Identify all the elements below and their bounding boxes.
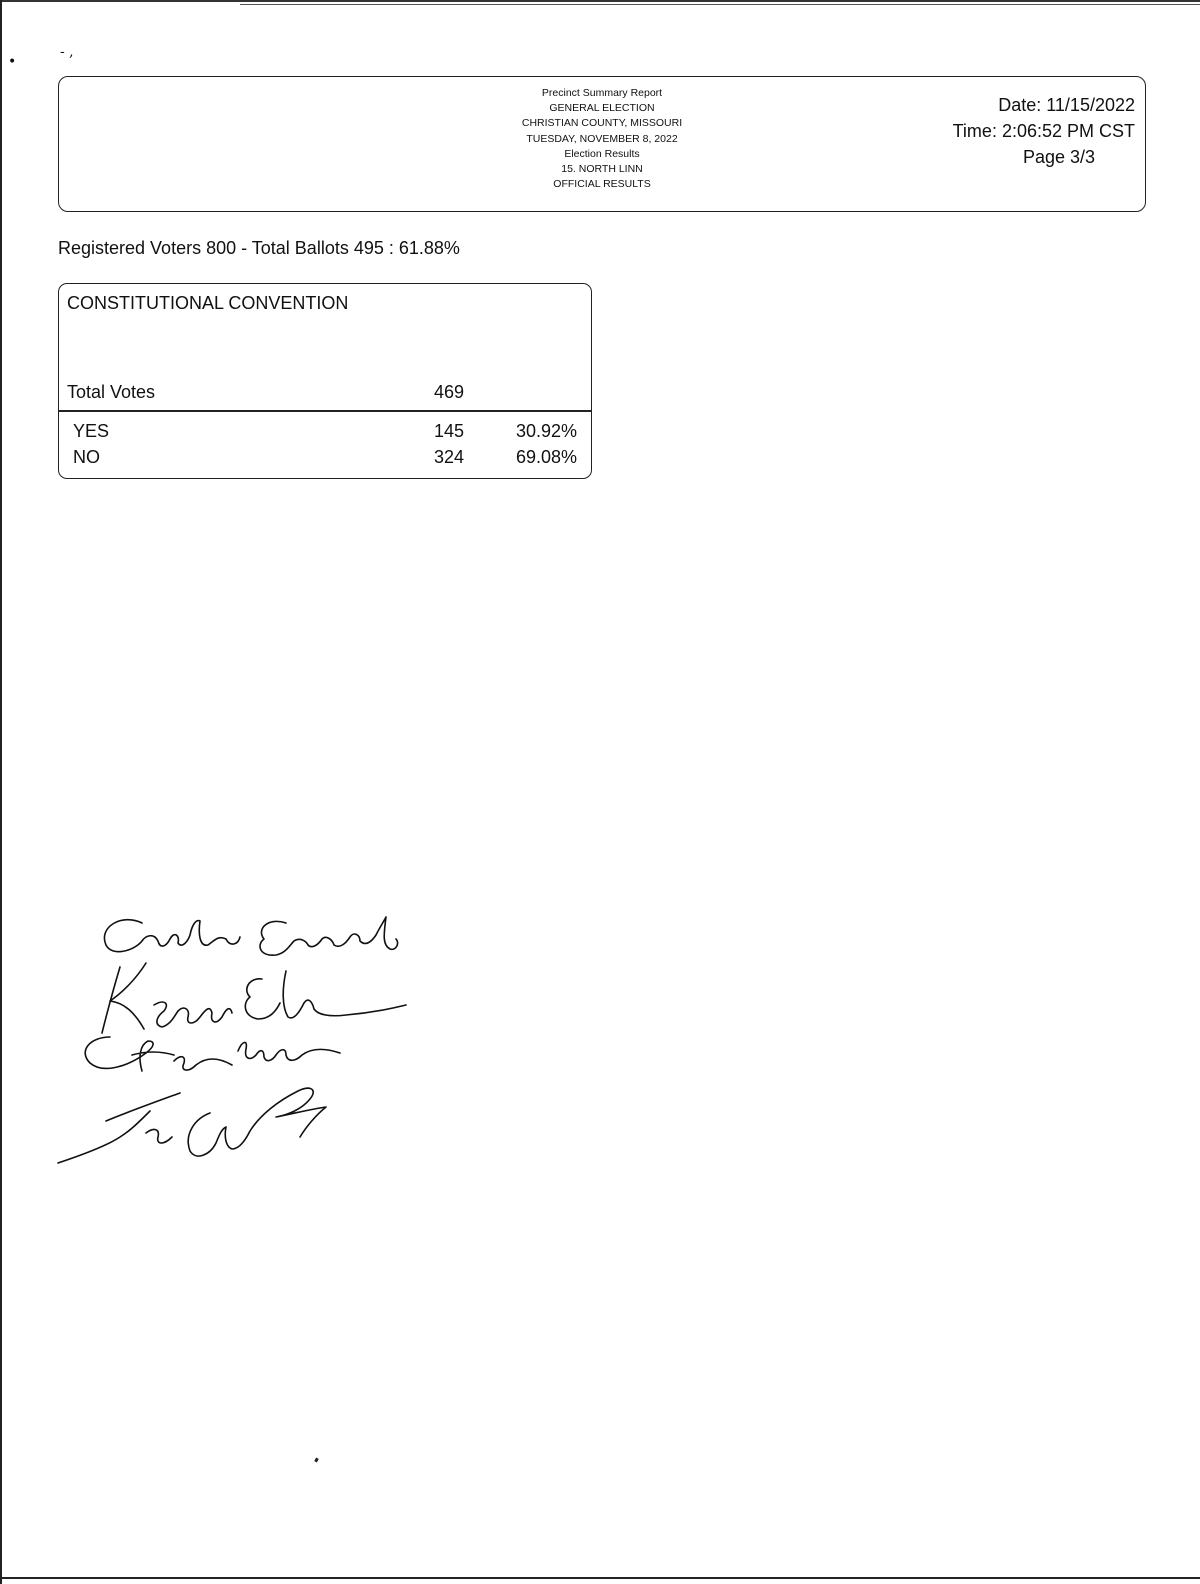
scan-edge-top (0, 0, 1200, 2)
election-date: TUESDAY, NOVEMBER 8, 2022 (526, 132, 678, 145)
page-number: Page 3/3 (1022, 147, 1095, 167)
county-name: CHRISTIAN COUNTY, MISSOURI (521, 117, 683, 130)
choice-votes: 324 (433, 447, 464, 467)
choice-percent: 69.08% (515, 447, 577, 467)
scan-edge-left (0, 0, 2, 1584)
report-title: Precinct Summary Report (541, 87, 663, 99)
table-divider (59, 410, 591, 412)
choice-name: YES (73, 421, 110, 441)
scan-artifact-mark: - , (60, 44, 74, 60)
contest-title: CONSTITUTIONAL CONVENTION (67, 293, 349, 313)
report-time: Time: 2:06:52 PM CST (952, 121, 1135, 141)
report-header (58, 76, 1146, 212)
signatures-block (50, 905, 430, 1175)
scan-edge-line (240, 4, 1200, 5)
signature-4 (58, 1088, 326, 1163)
scan-artifact-mark: • (8, 54, 17, 70)
signature-3 (85, 1037, 340, 1071)
total-votes-value: 469 (433, 382, 464, 402)
report-meta (953, 92, 1135, 170)
choice-name: NO (73, 447, 100, 467)
signature-1 (104, 917, 397, 955)
scan-artifact-dot (314, 1458, 319, 1463)
choice-row-yes (59, 421, 591, 447)
precinct-name: 15. NORTH LINN (561, 163, 643, 176)
results-label: Election Results (564, 147, 640, 160)
report-date: Date: 11/15/2022 (998, 95, 1135, 115)
choice-percent: 30.92% (515, 421, 577, 441)
results-status: OFFICIAL RESULTS (553, 178, 651, 191)
signature-2 (102, 963, 406, 1033)
choice-row-no (59, 447, 591, 473)
choice-votes: 145 (433, 421, 464, 441)
scan-edge-bottom (0, 1577, 1200, 1579)
total-votes-label: Total Votes (67, 382, 156, 402)
election-name: GENERAL ELECTION (549, 102, 655, 115)
turnout-summary: Registered Voters 800 - Total Ballots 495 : 61.88% (58, 238, 460, 258)
contest-table (58, 283, 592, 479)
